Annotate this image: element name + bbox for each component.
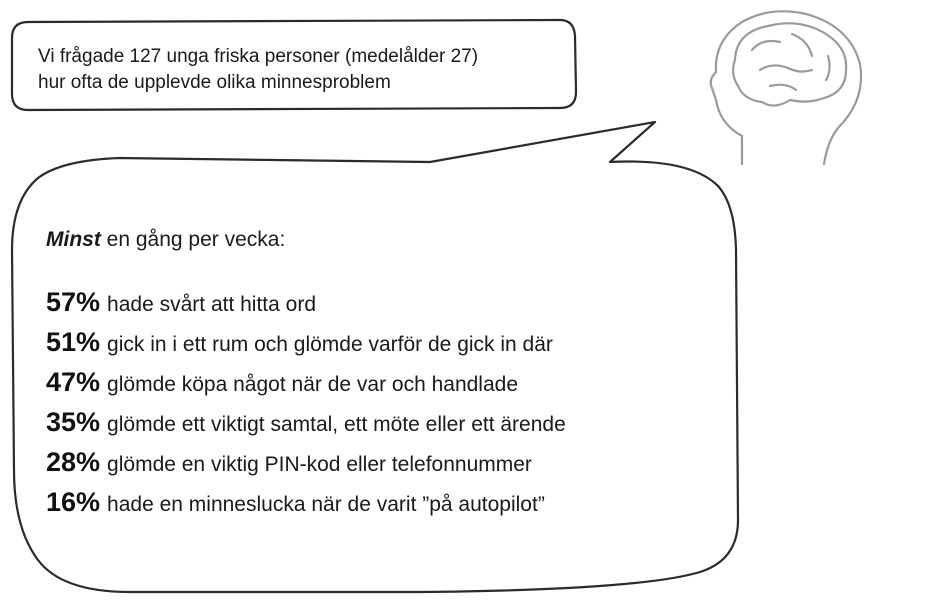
intro-line-1: Vi frågade 127 unga friska personer (medelålder 27) xyxy=(38,46,479,67)
stat-percent: 35% xyxy=(46,407,101,437)
intro-text xyxy=(38,44,478,96)
head-with-brain-icon xyxy=(711,11,861,164)
stat-text: glömde ett viktigt samtal, ett möte eller ett ärende xyxy=(107,413,566,436)
heading-emphasis: Minst xyxy=(46,228,101,251)
stat-item xyxy=(46,327,566,367)
stat-item xyxy=(46,287,566,327)
heading-rest: en gång per vecka: xyxy=(100,228,286,251)
stat-item xyxy=(46,407,566,447)
stat-percent: 51% xyxy=(46,327,101,357)
stat-percent: 16% xyxy=(46,487,101,517)
stats-list xyxy=(46,287,566,527)
stat-item xyxy=(46,447,566,487)
stat-text: hade svårt att hitta ord xyxy=(107,293,317,316)
intro-line-2: hur ofta de upplevde olika minnesproblem xyxy=(38,72,391,93)
stat-item xyxy=(46,367,566,407)
stat-text: gick in i ett rum och glömde varför de gick in där xyxy=(107,333,553,356)
stat-text: glömde en viktig PIN-kod eller telefonnummer xyxy=(107,453,532,476)
stat-percent: 57% xyxy=(46,287,101,317)
stat-percent: 28% xyxy=(46,447,101,477)
stat-text: hade en minneslucka när de varit ”på autopilot” xyxy=(107,493,545,516)
stat-text: glömde köpa något när de var och handlade xyxy=(107,373,519,396)
frequency-heading xyxy=(46,228,285,252)
stat-item xyxy=(46,487,566,527)
stat-percent: 47% xyxy=(46,367,101,397)
